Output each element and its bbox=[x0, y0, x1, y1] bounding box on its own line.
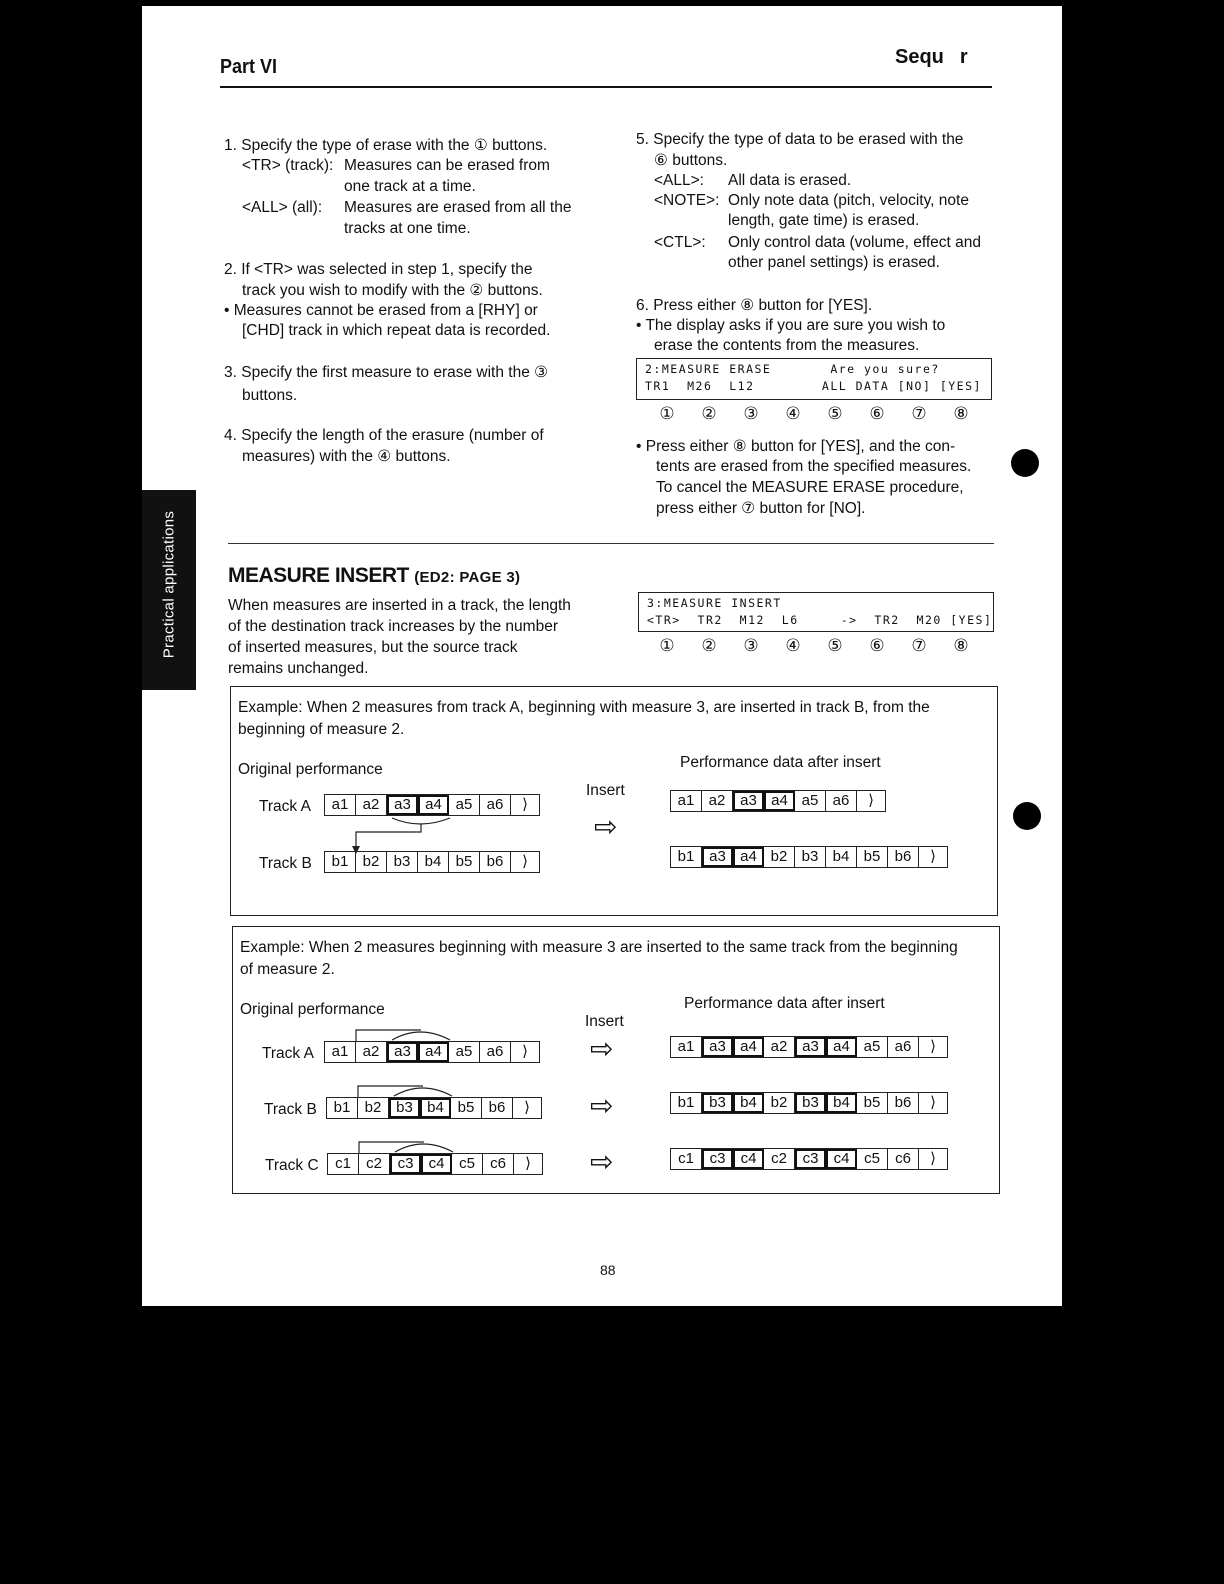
measure-cell: a4 bbox=[733, 1037, 764, 1057]
button-4[interactable]: ④ bbox=[785, 636, 801, 655]
example-1-track-b-label: Track B bbox=[259, 855, 312, 872]
measure-cell: a6 bbox=[480, 795, 511, 815]
strip-2c-after bbox=[670, 1148, 948, 1170]
side-tab-label: Practical applications bbox=[160, 510, 178, 659]
measure-cell: a5 bbox=[795, 791, 826, 811]
section-title: MEASURE INSERT (ED2: PAGE 3) bbox=[228, 564, 521, 587]
measure-cell: c1 bbox=[328, 1154, 359, 1174]
step-3: 3. Specify the first measure to erase with the ③ bbox=[224, 364, 549, 381]
strip-1a-after bbox=[670, 790, 886, 812]
measure-cell: b6 bbox=[482, 1098, 513, 1118]
step-2-cont: track you wish to modify with the ② buttons. bbox=[242, 282, 543, 299]
insert-bracket-1 bbox=[320, 812, 480, 858]
insert-bracket-2b bbox=[322, 1076, 482, 1100]
opt-ctl-label: <CTL>: bbox=[654, 234, 706, 251]
button-5[interactable]: ⑤ bbox=[827, 636, 843, 655]
strip-break-icon: ⟩ bbox=[522, 796, 528, 813]
example-2-track-c-label: Track C bbox=[265, 1157, 319, 1174]
strip-2b bbox=[326, 1097, 542, 1119]
measure-cell: a1 bbox=[671, 1037, 702, 1057]
measure-cell: c4 bbox=[421, 1154, 452, 1174]
measure-cell: c3 bbox=[390, 1154, 421, 1174]
measure-cell: b3 bbox=[702, 1093, 733, 1113]
measure-cell: a6 bbox=[826, 791, 857, 811]
header-rule bbox=[220, 86, 992, 88]
measure-cell: a4 bbox=[764, 791, 795, 811]
step-6-note: • Press either ⑧ button for [YES], and the con- bbox=[636, 438, 956, 455]
measure-cell: a2 bbox=[702, 791, 733, 811]
insert-para-2: of the destination track increases by the number bbox=[228, 618, 558, 635]
step-1-tr-text2: one track at a time. bbox=[344, 178, 476, 195]
example-1-after-label: Performance data after insert bbox=[680, 754, 881, 771]
step-1-tr-text: Measures can be erased from bbox=[344, 157, 550, 174]
example-1-track-a-label: Track A bbox=[259, 798, 311, 815]
measure-cell: b1 bbox=[325, 852, 356, 872]
measure-cell: b1 bbox=[671, 847, 702, 867]
measure-cell: a4 bbox=[826, 1037, 857, 1057]
opt-all-label: <ALL>: bbox=[654, 172, 704, 189]
measure-cell: c1 bbox=[671, 1149, 702, 1169]
measure-cell: a4 bbox=[418, 795, 449, 815]
measure-cell: a3 bbox=[702, 1037, 733, 1057]
example-1-text-2: beginning of measure 2. bbox=[238, 721, 405, 738]
example-2-insert-label: Insert bbox=[585, 1013, 624, 1030]
measure-cell: a5 bbox=[449, 795, 480, 815]
measure-cell: c5 bbox=[452, 1154, 483, 1174]
step-2: 2. If <TR> was selected in step 1, specify the bbox=[224, 261, 533, 278]
step-2-bullet-cont: [CHD] track in which repeat data is recorded. bbox=[242, 322, 551, 339]
measure-cell: b4 bbox=[420, 1098, 451, 1118]
lcd-erase-row2: TR1 M26 L12 ALL DATA [NO] [YES] bbox=[645, 379, 982, 393]
example-1-original-label: Original performance bbox=[238, 761, 383, 778]
header-section: Sequ r bbox=[895, 46, 968, 68]
measure-cell: a3 bbox=[387, 1042, 418, 1062]
side-tab bbox=[142, 490, 196, 690]
step-1-all-text: Measures are erased from all the bbox=[344, 199, 572, 216]
strip-1b-after bbox=[670, 846, 948, 868]
example-1-insert-label: Insert bbox=[586, 782, 625, 799]
margin-dot bbox=[1013, 802, 1041, 830]
button-7[interactable]: ⑦ bbox=[911, 636, 927, 655]
measure-cell: b2 bbox=[764, 1093, 795, 1113]
strip-2c bbox=[327, 1153, 543, 1175]
opt-ctl-text2: other panel settings) is erased. bbox=[728, 254, 940, 271]
erase-button-row bbox=[646, 404, 982, 424]
opt-all-text: All data is erased. bbox=[728, 172, 852, 189]
strip-break-icon: ⟩ bbox=[525, 1155, 531, 1172]
button-7[interactable]: ⑦ bbox=[911, 404, 927, 423]
lcd-erase-row1: 2:MEASURE ERASE Are you sure? bbox=[645, 362, 940, 376]
measure-cell: b3 bbox=[795, 847, 826, 867]
button-2[interactable]: ② bbox=[701, 404, 717, 423]
strip-break-icon: ⟩ bbox=[522, 853, 528, 870]
insert-bracket-2a bbox=[320, 1020, 480, 1044]
measure-cell: a3 bbox=[387, 795, 418, 815]
measure-cell: a2 bbox=[356, 1042, 387, 1062]
button-1[interactable]: ① bbox=[659, 404, 675, 423]
lcd-insert-row2: <TR> TR2 M12 L6 -> TR2 M20 [YES] bbox=[647, 613, 993, 627]
measure-cell: b5 bbox=[449, 852, 480, 872]
margin-dot bbox=[1011, 449, 1039, 477]
measure-cell: b1 bbox=[671, 1093, 702, 1113]
measure-cell: c6 bbox=[483, 1154, 514, 1174]
button-3[interactable]: ③ bbox=[743, 404, 759, 423]
button-8[interactable]: ⑧ bbox=[953, 404, 969, 423]
step-4: 4. Specify the length of the erasure (number of bbox=[224, 427, 544, 444]
page-number: 88 bbox=[600, 1262, 616, 1278]
measure-cell: c3 bbox=[702, 1149, 733, 1169]
step-6-note-3: To cancel the MEASURE ERASE procedure, bbox=[656, 479, 964, 496]
header-part: Part VI bbox=[220, 56, 278, 78]
strip-break-icon: ⟩ bbox=[930, 848, 936, 865]
measure-cell: a6 bbox=[888, 1037, 919, 1057]
measure-cell: b4 bbox=[826, 1093, 857, 1113]
right-arrow-icon: ⇨ bbox=[590, 1146, 614, 1177]
strip-break-icon: ⟩ bbox=[522, 1043, 528, 1060]
button-2[interactable]: ② bbox=[701, 636, 717, 655]
measure-cell: b3 bbox=[389, 1098, 420, 1118]
measure-cell: c6 bbox=[888, 1149, 919, 1169]
measure-cell: a2 bbox=[764, 1037, 795, 1057]
measure-cell: a4 bbox=[733, 847, 764, 867]
example-2-track-b-label: Track B bbox=[264, 1101, 317, 1118]
example-2-after-label: Performance data after insert bbox=[684, 995, 885, 1012]
measure-cell: a1 bbox=[671, 791, 702, 811]
strip-break-icon: ⟩ bbox=[930, 1094, 936, 1111]
strip-2a-after bbox=[670, 1036, 948, 1058]
measure-cell: a6 bbox=[480, 1042, 511, 1062]
lcd-measure-insert bbox=[638, 592, 994, 632]
opt-note-text: Only note data (pitch, velocity, note bbox=[728, 192, 969, 209]
measure-cell: b2 bbox=[356, 852, 387, 872]
step-1: 1. Specify the type of erase with the ① buttons. bbox=[224, 137, 548, 154]
example-2-original-label: Original performance bbox=[240, 1001, 385, 1018]
measure-cell: c4 bbox=[826, 1149, 857, 1169]
example-2-track-a-label: Track A bbox=[262, 1045, 314, 1062]
measure-cell: a5 bbox=[449, 1042, 480, 1062]
step-5-cont: ⑥ buttons. bbox=[654, 152, 728, 169]
insert-para-1: When measures are inserted in a track, the length bbox=[228, 597, 571, 614]
step-6-bullet-cont: erase the contents from the measures. bbox=[654, 337, 920, 354]
button-6[interactable]: ⑥ bbox=[869, 636, 885, 655]
insert-bracket-2c bbox=[323, 1132, 483, 1156]
measure-cell: b2 bbox=[358, 1098, 389, 1118]
step-3-cont: buttons. bbox=[242, 387, 298, 404]
measure-cell: b6 bbox=[888, 1093, 919, 1113]
measure-cell: a3 bbox=[702, 847, 733, 867]
step-6-bullet: • The display asks if you are sure you wish to bbox=[636, 317, 946, 334]
measure-cell: c5 bbox=[857, 1149, 888, 1169]
measure-cell: b6 bbox=[888, 847, 919, 867]
measure-cell: b4 bbox=[733, 1093, 764, 1113]
measure-cell: b1 bbox=[327, 1098, 358, 1118]
right-arrow-icon: ⇨ bbox=[590, 1033, 614, 1064]
measure-cell: a1 bbox=[325, 795, 356, 815]
button-3[interactable]: ③ bbox=[743, 636, 759, 655]
measure-cell: b4 bbox=[826, 847, 857, 867]
button-4[interactable]: ④ bbox=[785, 404, 801, 423]
measure-cell: a5 bbox=[857, 1037, 888, 1057]
strip-2a bbox=[324, 1041, 540, 1063]
strip-break-icon: ⟩ bbox=[930, 1150, 936, 1167]
step-6: 6. Press either ⑧ button for [YES]. bbox=[636, 297, 873, 314]
measure-cell: b5 bbox=[451, 1098, 482, 1118]
opt-note-label: <NOTE>: bbox=[654, 192, 720, 209]
measure-cell: b3 bbox=[387, 852, 418, 872]
measure-cell: a3 bbox=[795, 1037, 826, 1057]
example-2-text: Example: When 2 measures beginning with measure 3 are inserted to the same track from the beginning bbox=[240, 939, 958, 956]
measure-cell: b6 bbox=[480, 852, 511, 872]
measure-cell: c2 bbox=[359, 1154, 390, 1174]
measure-cell: b4 bbox=[418, 852, 449, 872]
insert-button-row bbox=[646, 636, 982, 656]
measure-cell: c3 bbox=[795, 1149, 826, 1169]
lcd-insert-row1: 3:MEASURE INSERT bbox=[647, 596, 782, 610]
step-1-tr-label: <TR> (track): bbox=[242, 157, 334, 174]
insert-para-4: remains unchanged. bbox=[228, 660, 369, 677]
step-4-cont: measures) with the ④ buttons. bbox=[242, 448, 451, 465]
right-arrow-icon: ⇨ bbox=[594, 811, 618, 842]
step-5: 5. Specify the type of data to be erased with the bbox=[636, 131, 964, 148]
button-1[interactable]: ① bbox=[659, 636, 675, 655]
strip-break-icon: ⟩ bbox=[524, 1099, 530, 1116]
section-rule bbox=[228, 543, 994, 544]
button-5[interactable]: ⑤ bbox=[827, 404, 843, 423]
measure-cell: c2 bbox=[764, 1149, 795, 1169]
measure-cell: a4 bbox=[418, 1042, 449, 1062]
insert-para-3: of inserted measures, but the source track bbox=[228, 639, 518, 656]
step-1-all-label: <ALL> (all): bbox=[242, 199, 323, 216]
strip-break-icon: ⟩ bbox=[930, 1038, 936, 1055]
step-1-all-text2: tracks at one time. bbox=[344, 220, 471, 237]
measure-cell: b2 bbox=[764, 847, 795, 867]
example-2-text-2: of measure 2. bbox=[240, 961, 335, 978]
strip-2b-after bbox=[670, 1092, 948, 1114]
button-8[interactable]: ⑧ bbox=[953, 636, 969, 655]
right-arrow-icon: ⇨ bbox=[590, 1090, 614, 1121]
step-6-note-4: press either ⑦ button for [NO]. bbox=[656, 500, 866, 517]
measure-cell: c4 bbox=[733, 1149, 764, 1169]
measure-cell: b5 bbox=[857, 1093, 888, 1113]
step-6-note-2: tents are erased from the specified measures. bbox=[656, 458, 972, 475]
lcd-measure-erase bbox=[636, 358, 992, 400]
button-6[interactable]: ⑥ bbox=[869, 404, 885, 423]
opt-note-text2: length, gate time) is erased. bbox=[728, 212, 920, 229]
measure-cell: a3 bbox=[733, 791, 764, 811]
measure-cell: a1 bbox=[325, 1042, 356, 1062]
measure-cell: b3 bbox=[795, 1093, 826, 1113]
example-1-text: Example: When 2 measures from track A, beginning with measure 3, are inserted in track B, from the bbox=[238, 699, 930, 716]
opt-ctl-text: Only control data (volume, effect and bbox=[728, 234, 982, 251]
strip-break-icon: ⟩ bbox=[868, 792, 874, 809]
measure-cell: b5 bbox=[857, 847, 888, 867]
measure-cell: a2 bbox=[356, 795, 387, 815]
step-2-bullet: • Measures cannot be erased from a [RHY] or bbox=[224, 302, 538, 319]
